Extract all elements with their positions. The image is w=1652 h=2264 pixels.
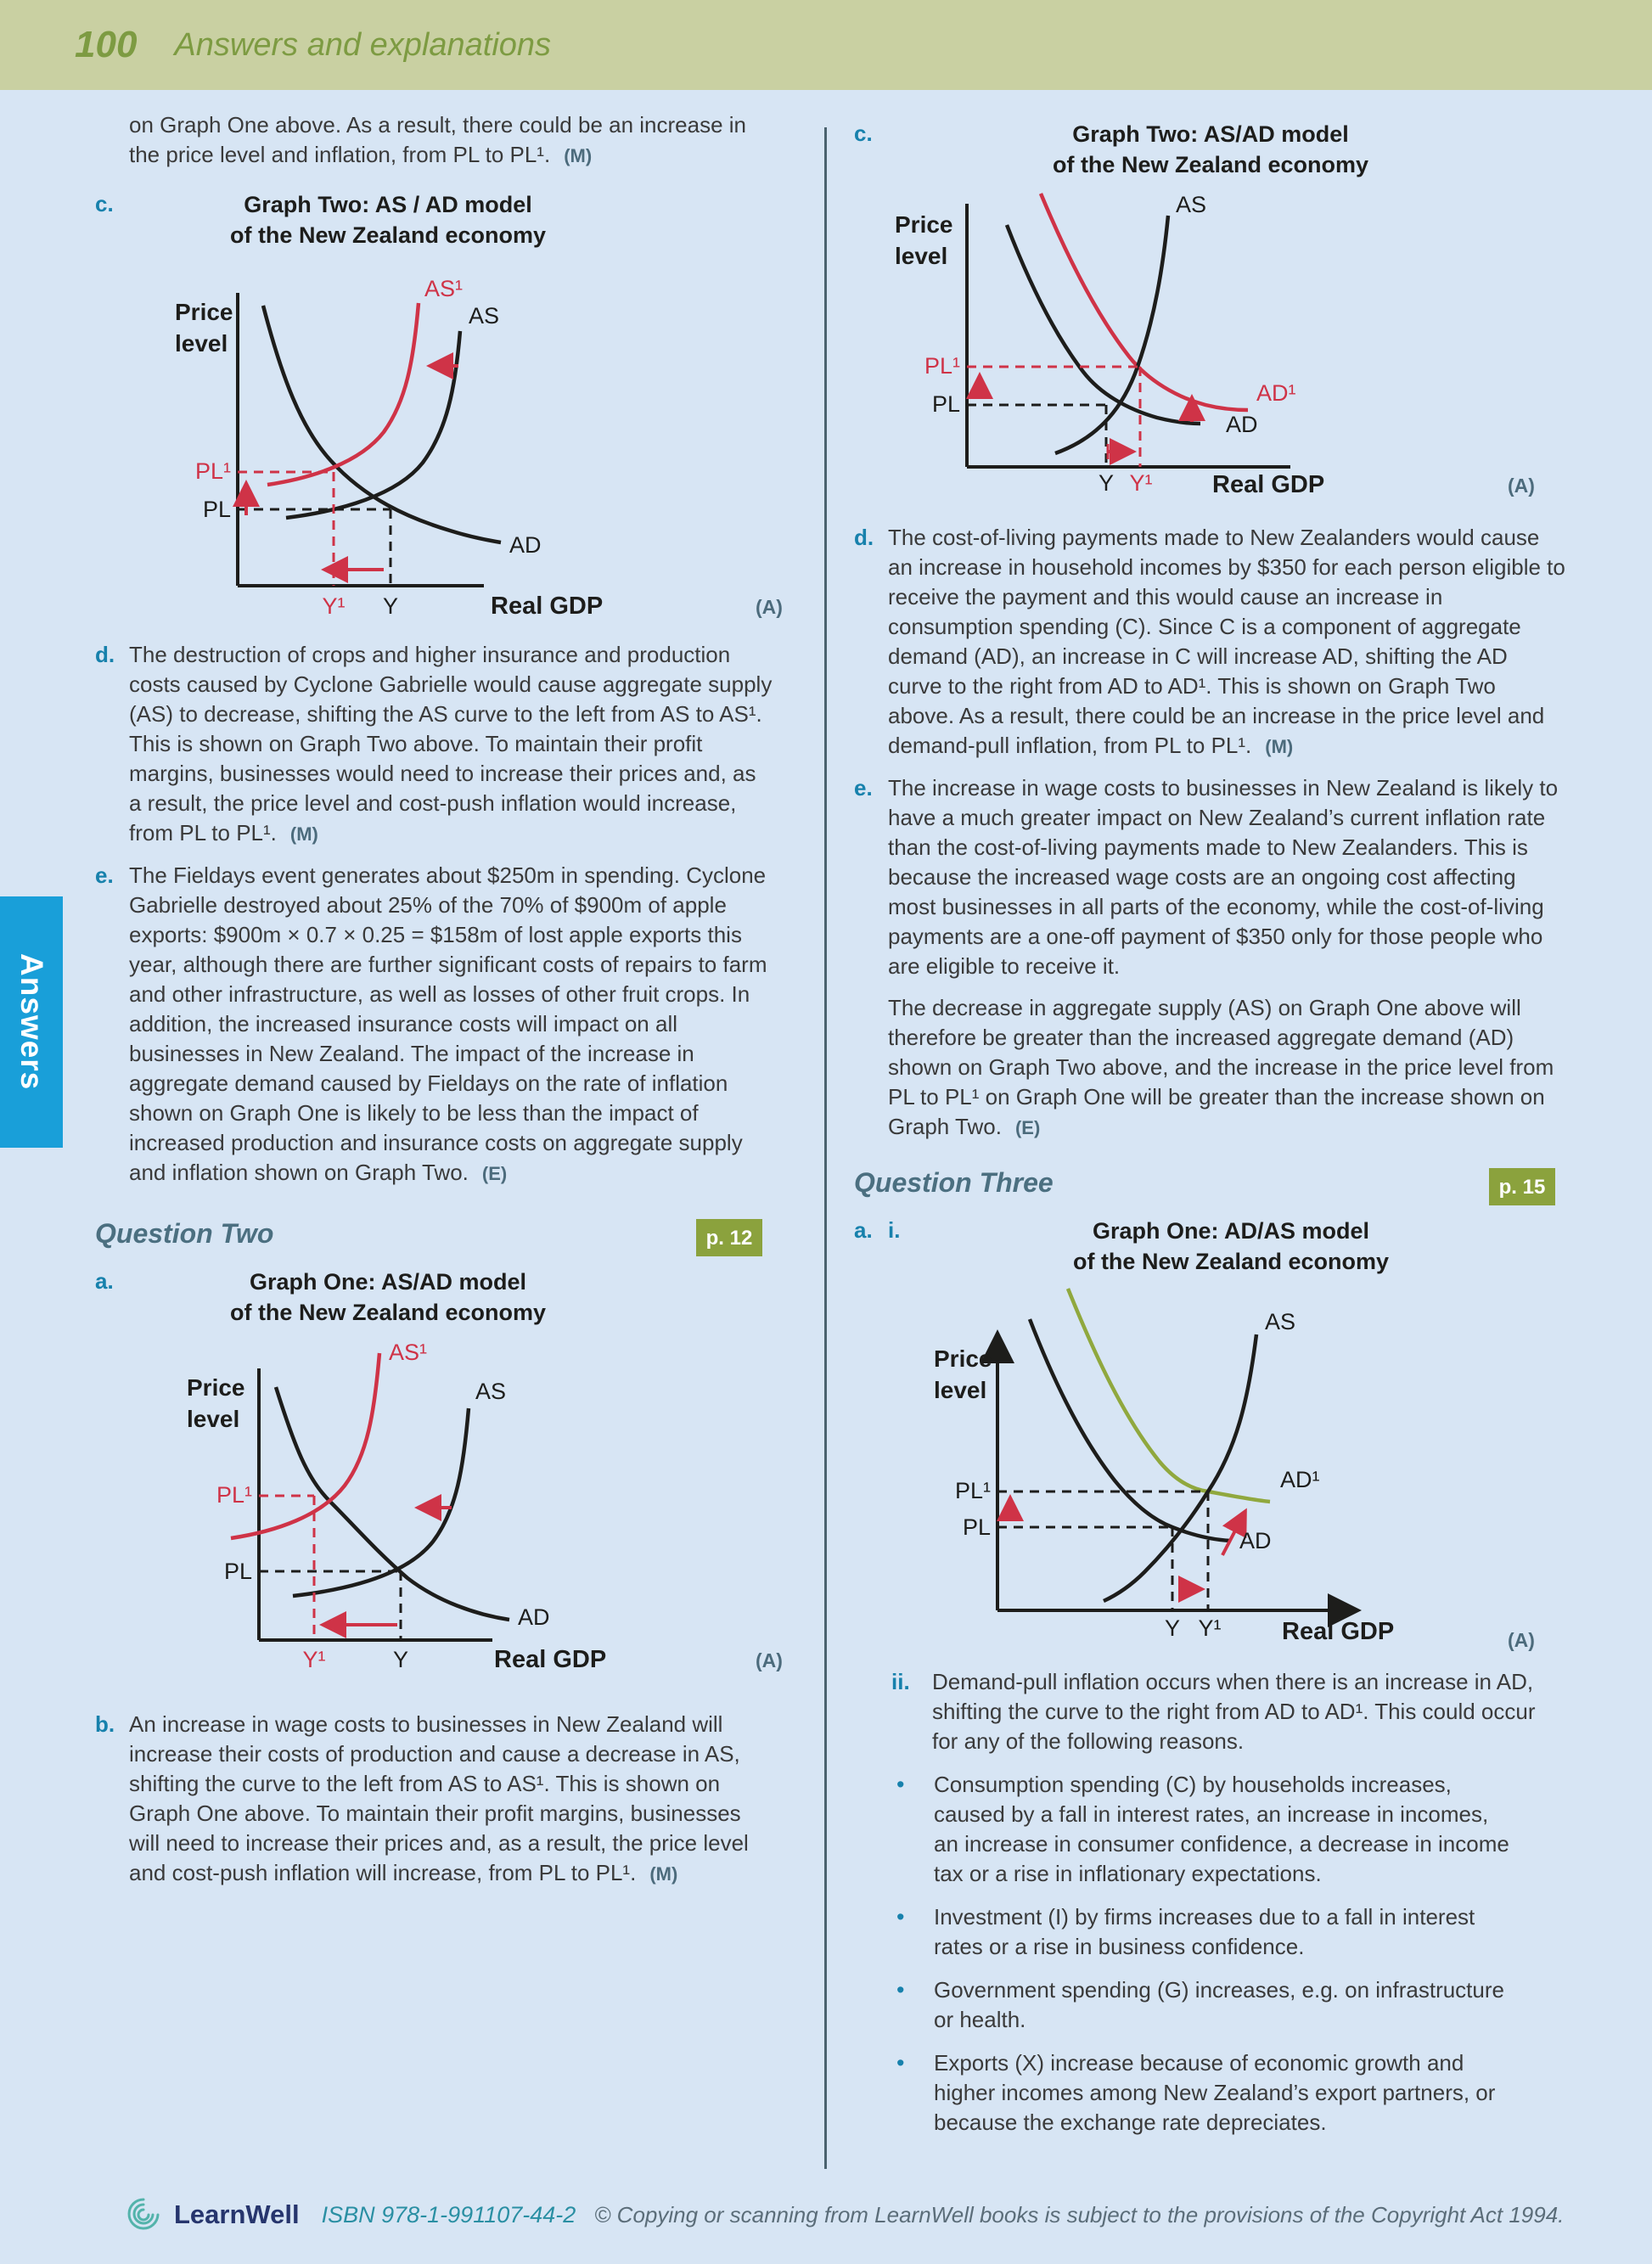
- list-item: [854, 2048, 1567, 2138]
- pl1-label: PL¹: [194, 458, 231, 484]
- paragraph-text: The destruction of crops and higher insurance and production costs caused by Cyclone Gabrielle would cause aggregate supply (AS) to decrease, shifting the AS curve to the left from AS to AS¹. This is shown on Graph Two above. To maintain their profit margins, businesses would need to increase their prices and, as a result, the price level and cost-push inflation would increase, from PL to PL¹.: [129, 642, 773, 845]
- y1-label: Y¹: [322, 593, 346, 619]
- pl1-dashed-line: [997, 1492, 1208, 1610]
- item-b: [95, 1710, 774, 1889]
- question-two-heading: Question Two: [95, 1218, 274, 1249]
- list-letter: d.: [95, 642, 115, 667]
- y1-label: Y¹: [302, 1647, 326, 1672]
- list-letter: a.: [95, 1268, 114, 1294]
- reasons-list: [854, 1770, 1567, 2138]
- list-letter: e.: [854, 775, 873, 801]
- excellence-marker: (E): [1014, 1117, 1041, 1138]
- ad-label: AD: [518, 1604, 550, 1630]
- y-label: Y: [392, 1647, 409, 1672]
- merit-marker: (M): [649, 1863, 678, 1885]
- as-curve: [293, 1408, 469, 1596]
- list-letter: e.: [95, 862, 114, 888]
- paragraph: [129, 1710, 774, 1889]
- ad1-label: AD¹: [1280, 1467, 1320, 1492]
- pl-label: PL: [962, 1514, 991, 1540]
- ad-label: AD: [509, 532, 542, 558]
- ad-curve: [276, 1387, 509, 1620]
- list-letter: c.: [854, 121, 873, 146]
- graph-title-line2: of the New Zealand economy: [1072, 1249, 1390, 1274]
- paragraph: [888, 523, 1567, 761]
- graph-title: [888, 119, 1533, 180]
- item-a: [95, 1267, 774, 1328]
- paragraph: [129, 640, 774, 849]
- y1-label: Y¹: [1198, 1615, 1222, 1641]
- ad-label: AD: [1239, 1528, 1272, 1553]
- graph-title-line1: Graph One: AS/AD model: [249, 1269, 527, 1295]
- paragraph: [932, 1667, 1567, 1756]
- column-divider: [824, 127, 827, 2169]
- pl-dashed-line: [259, 1571, 401, 1640]
- page-ref-badge[interactable]: p. 12: [696, 1219, 762, 1256]
- paragraph-text: An increase in wage costs to businesses in New Zealand will increase their costs of production and cause a decrease in AS, shifting the curve to the left from AS to AS¹. This is shown on Graph One above. To maintain their profit margins, businesses will need to increase their prices and, as a result, the price level and cost-push inflation will increase, from PL to PL¹.: [129, 1711, 749, 1885]
- bullet-text: Government spending (G) increases, e.g. on infrastructure or health.: [934, 1977, 1504, 2032]
- as-curve: [286, 331, 460, 518]
- page-ref-badge[interactable]: p. 15: [1489, 1168, 1555, 1205]
- graph-title-line1: Graph Two: AS / AD model: [244, 192, 532, 217]
- paragraph-text: The Fieldays event generates about $250m in spending. Cyclone Gabrielle destroyed about 25% of the 70% of $900m of apple exports: $900m × 0.7 × 0.25 = $158m of lost apple exports this year, although there are further significant costs of repairs to farm and other infrastructure, as well as losses of other fruit crops. In addition, the increased insurance costs will impact on all businesses in New Zealand. The impact of the increase in aggregate demand caused by Fieldays on the rate of inflation shown on Graph One is likely to be less than the impact of increased production and insurance costs on aggregate supply and inflation shown on Graph Two.: [129, 862, 767, 1185]
- question-two-row: [95, 1219, 774, 1256]
- ad-curve: [1007, 225, 1200, 424]
- as1-label: AS¹: [424, 276, 464, 301]
- ad1-curve-shifted: [1068, 1289, 1270, 1502]
- as-label: AS: [475, 1379, 507, 1404]
- achieved-marker: (A): [756, 1649, 783, 1671]
- bullet-icon: •: [896, 1904, 905, 1930]
- paragraph: [888, 773, 1567, 1143]
- y-label: Y: [382, 593, 399, 619]
- item-c: [95, 189, 774, 250]
- bullet-icon: •: [896, 2050, 905, 2076]
- bullet-text: Exports (X) increase because of economic growth and higher incomes among New Zealand’s export partners, or because the exchange rate depreciates.: [934, 2050, 1496, 2135]
- price-level-label: Price: [187, 1374, 245, 1401]
- item-a-i: [854, 1216, 1567, 1277]
- graph-title-line2: of the New Zealand economy: [1052, 152, 1369, 177]
- list-letter: c.: [95, 191, 114, 216]
- y1-label: Y¹: [1129, 470, 1153, 496]
- graph-title-line2: of the New Zealand economy: [229, 1300, 547, 1325]
- ad1-curve-shifted: [1041, 194, 1248, 410]
- item-e: [854, 773, 1567, 1143]
- item-d: [95, 640, 774, 849]
- question-three-heading: Question Three: [854, 1167, 1054, 1198]
- pl-label: PL: [931, 391, 960, 417]
- list-letter: a.: [854, 1217, 873, 1243]
- real-gdp-label: Real GDP: [1282, 1618, 1395, 1645]
- graph-title-line1: Graph Two: AS/AD model: [1072, 121, 1349, 147]
- paragraph: [129, 861, 774, 1188]
- item-c: [854, 119, 1567, 180]
- roman-numeral: ii.: [891, 1669, 910, 1694]
- graph-title: [129, 1267, 647, 1328]
- achieved-marker: (A): [1508, 1629, 1535, 1651]
- pl-dashed-line: [967, 405, 1106, 467]
- as-label: AS: [1265, 1309, 1296, 1334]
- graph-q1-graph-two-as-shift: [85, 250, 815, 628]
- pl-label: PL: [202, 497, 231, 522]
- paragraph-text: on Graph One above. As a result, there could be an increase in the price level and inflation, from PL to PL¹.: [129, 112, 747, 167]
- as1-label: AS¹: [389, 1340, 428, 1365]
- price-level-label: Price: [175, 299, 233, 325]
- real-gdp-label: Real GDP: [491, 593, 604, 620]
- ad1-label: AD¹: [1256, 380, 1296, 406]
- bullet-text: Investment (I) by firms increases due to a fall in interest rates or a rise in business confidence.: [934, 1904, 1475, 1959]
- real-gdp-label: Real GDP: [494, 1646, 607, 1673]
- list-item: [854, 1770, 1567, 1889]
- pl1-label: PL¹: [924, 353, 960, 379]
- paragraph-text: Demand-pull inflation occurs when there is an increase in AD, shifting the curve to the right from AD to AD¹. This could occur for any of the following reasons.: [932, 1669, 1536, 1754]
- as-label: AS: [1176, 192, 1207, 217]
- list-letter: d.: [854, 525, 874, 550]
- bullet-icon: •: [896, 1772, 905, 1797]
- pl-label: PL: [223, 1559, 252, 1584]
- pl1-dashed-line: [238, 472, 334, 586]
- price-level-label2: level: [934, 1377, 987, 1403]
- bullet-text: Consumption spending (C) by households increases, caused by a fall in interest rates, an increase in incomes, an increase in consumer confidence, a decrease in income tax or a rise in inflationary expectations.: [934, 1772, 1509, 1886]
- paragraph2: [888, 993, 1567, 1143]
- price-level-label: Price: [895, 211, 953, 238]
- graph-title-line2: of the New Zealand economy: [229, 222, 547, 248]
- as-curve: [1104, 1334, 1256, 1601]
- page-header: [0, 0, 1652, 90]
- list-letter: b.: [95, 1711, 115, 1737]
- ad-label: AD: [1226, 412, 1258, 437]
- achieved-marker: (A): [756, 596, 783, 618]
- real-gdp-label: Real GDP: [1212, 471, 1325, 498]
- as1-curve-sh ifted: [231, 1353, 379, 1538]
- paragraph-text: The cost-of-living payments made to New Zealanders would cause an increase in household incomes by $350 for each person eligible to receive the payment and this would cause an increase in consumption spending (C). Since C is a component of aggregate demand (AD), an increase in C will increase AD, shifting the AD curve to the right from AD to AD¹. This is shown on Graph Two above. As a result, there could be an increase in the price level and demand-pull inflation, from PL to PL¹.: [888, 525, 1565, 758]
- graph-q3-graph-one-ad-shift: [856, 1284, 1603, 1657]
- continued-paragraph: [95, 110, 774, 171]
- pl1-label: PL¹: [216, 1482, 252, 1508]
- item-ii: [854, 1667, 1567, 1756]
- learnwell-spiral-logo-icon: [123, 2194, 162, 2235]
- roman-numeral: i.: [888, 1217, 901, 1243]
- item-d: [854, 523, 1567, 761]
- price-level-label2: level: [175, 330, 228, 357]
- excellence-marker: (E): [481, 1163, 508, 1184]
- pl-dashed-line: [238, 509, 391, 586]
- page-footer: [123, 2194, 1564, 2235]
- page-number: 100: [75, 24, 138, 65]
- graph-title-line1: Graph One: AD/AS model: [1092, 1218, 1370, 1244]
- pl1-label: PL¹: [954, 1478, 991, 1503]
- achievement-marker: (M): [564, 145, 593, 166]
- price-level-label: Price: [934, 1345, 992, 1372]
- price-level-label2: level: [895, 243, 948, 269]
- y-label: Y: [1164, 1615, 1181, 1641]
- page-title: Answers and explanations: [174, 26, 552, 63]
- as-label: AS: [469, 303, 500, 329]
- item-e: [95, 861, 774, 1188]
- paragraph-text: The increase in wage costs to businesses in New Zealand is likely to have a much greater impact on New Zealand’s current inflation rate than the cost-of-living payments made to New Zealanders. This is because the increased wage costs are an ongoing cost affecting most businesses in all parts of the economy, while the cost-of-living payments are a one-off payment of $350 only for those people who are eligible to receive it.: [888, 775, 1559, 979]
- list-item: [854, 1975, 1567, 2035]
- ad-curve: [1030, 1319, 1231, 1541]
- brand-name: LearnWell: [174, 2199, 300, 2229]
- graph-q2-graph-one-as-shift: [85, 1328, 815, 1703]
- ad-curve: [263, 306, 501, 542]
- merit-marker: (M): [1265, 736, 1294, 757]
- right-column: [854, 119, 1567, 2138]
- paragraph-text: The decrease in aggregate supply (AS) on Graph One above will therefore be greater than the increased aggregate demand (AD) shown on Graph Two above, and the increase in the price level from PL to PL¹ on Graph One will be greater than the increase shown on Graph Two.: [888, 995, 1554, 1139]
- list-item: [854, 1902, 1567, 1962]
- price-level-label2: level: [187, 1406, 240, 1432]
- merit-marker: (M): [289, 823, 318, 845]
- y-label: Y: [1098, 470, 1115, 496]
- bullet-icon: •: [896, 1977, 905, 2003]
- answers-side-tab[interactable]: Answers: [0, 896, 63, 1148]
- achieved-marker: (A): [1508, 475, 1535, 497]
- question-three-row: [854, 1168, 1567, 1205]
- copyright-text: © Copying or scanning from LearnWell books is subject to the provisions of the Copyright Act 1994.: [594, 2201, 1565, 2227]
- graph-title: [129, 189, 647, 250]
- isbn-text: ISBN 978-1-991107-44-2: [321, 2201, 576, 2227]
- graph-q1-graph-two-ad-shift: [856, 187, 1603, 511]
- left-column: [95, 110, 783, 1889]
- graph-title: [929, 1216, 1533, 1277]
